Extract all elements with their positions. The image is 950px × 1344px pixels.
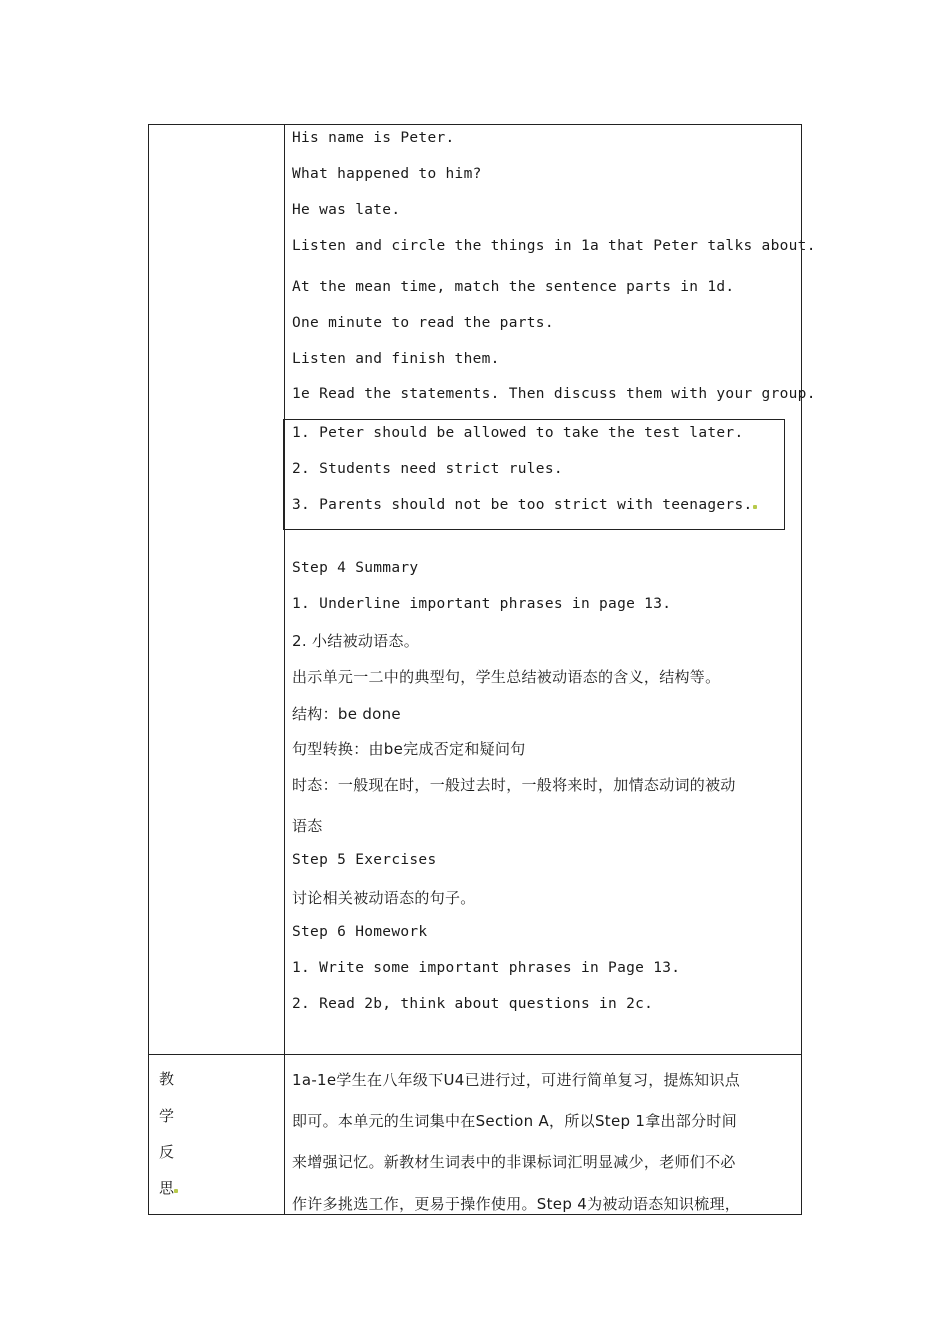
edit-mark [753, 505, 757, 509]
reflection-line: 作许多挑选工作，更易于操作使用。Step 4为被动语态知识梳理， [292, 1195, 741, 1213]
reflection-label-char: 反 [159, 1143, 175, 1161]
reflection-line: 即可。本单元的生词集中在Section A，所以Step 1拿出部分时间 [292, 1112, 738, 1130]
lesson-line: One minute to read the parts. [292, 315, 554, 331]
reflection-label-char: 学 [159, 1107, 175, 1125]
statement-item [292, 497, 757, 513]
lesson-line: At the mean time, match the sentence parts in 1d. [292, 279, 735, 295]
summary-line: 讨论相关被动语态的句子。 [292, 889, 476, 907]
reflection-label-text: 思 [159, 1179, 175, 1197]
step-heading: Step 4 Summary [292, 560, 419, 576]
homework-item: 2. Read 2b, think about questions in 2c. [292, 996, 654, 1012]
lesson-line: His name is Peter. [292, 130, 455, 146]
statement-item: 2. Students need strict rules. [292, 461, 563, 477]
reflection-label-char [159, 1177, 178, 1198]
step-heading: Step 5 Exercises [292, 852, 437, 868]
lesson-line: Listen and circle the things in 1a that Peter talks about. [292, 238, 816, 254]
reflection-line: 来增强记忆。新教材生词表中的非课标词汇明显减少，老师们不必 [292, 1153, 736, 1171]
summary-line: 2. 小结被动语态。 [292, 632, 420, 650]
column-divider [284, 125, 285, 1214]
statement-item: 1. Peter should be allowed to take the test later. [292, 425, 744, 441]
lesson-line: 1e Read the statements. Then discuss them with your group. [292, 386, 816, 402]
summary-line: 1. Underline important phrases in page 13. [292, 596, 672, 612]
row-divider [149, 1054, 801, 1055]
reflection-label-char: 教 [159, 1070, 175, 1088]
lesson-line: What happened to him? [292, 166, 482, 182]
summary-line: 语态 [292, 817, 323, 835]
summary-line: 时态：一般现在时，一般过去时，一般将来时，加情态动词的被动 [292, 776, 736, 794]
edit-mark [174, 1189, 178, 1193]
statement-text: 3. Parents should not be too strict with teenagers. [292, 497, 753, 513]
step-heading: Step 6 Homework [292, 924, 428, 940]
lesson-line: He was late. [292, 202, 401, 218]
reflection-line: 1a-1e学生在八年级下U4已进行过，可进行简单复习，提炼知识点 [292, 1071, 741, 1089]
homework-item: 1. Write some important phrases in Page 13. [292, 960, 681, 976]
lesson-line: Listen and finish them. [292, 351, 500, 367]
summary-line: 出示单元一二中的典型句，学生总结被动语态的含义，结构等。 [292, 668, 721, 686]
summary-line: 句型转换：由be完成否定和疑问句 [292, 740, 526, 758]
summary-line: 结构：be done [292, 705, 401, 723]
